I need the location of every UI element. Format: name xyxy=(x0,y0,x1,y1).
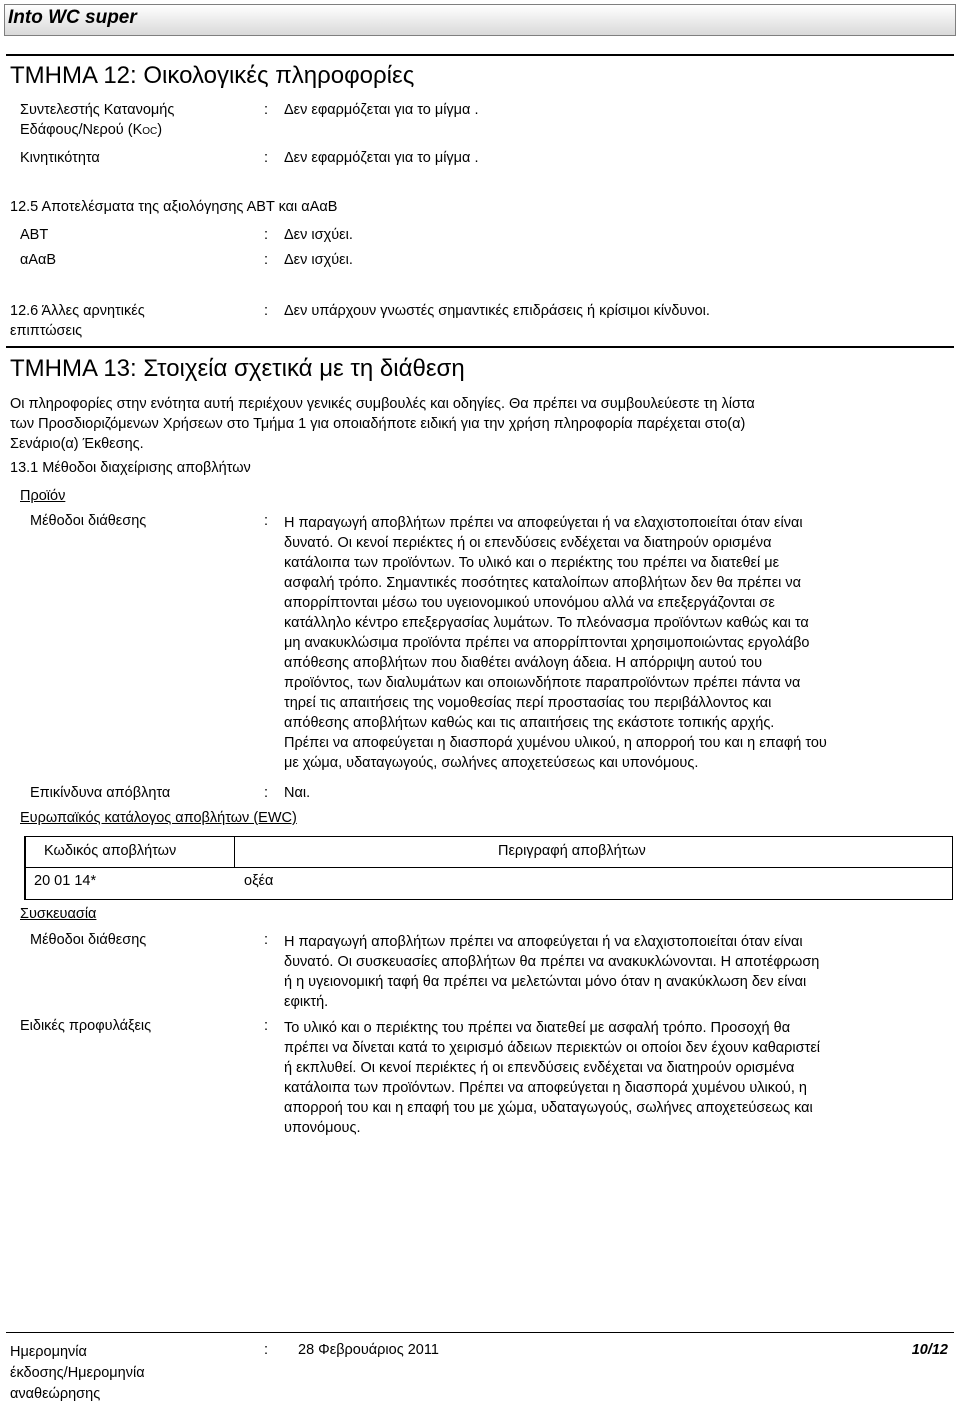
text-line: δυνατό. Οι κενοί περιέκτες ή οι επενδύσεις ενδέχεται να διατηρούν ορισμένα xyxy=(284,535,772,551)
text-line: με χώμα, υδαταγωγούς, σωλήνες αποχετεύσεως και υπονόμους. xyxy=(284,755,699,771)
text-line: απορροή του και η επαφή του με χώμα, υδαταγωγούς, σωλήνες αποχετεύσεως και xyxy=(284,1100,813,1116)
section-13-intro xyxy=(10,394,945,454)
text-line: ή η υγειονομική ταφή θα πρέπει να μελετώνται μόνο όταν η ανακύκλωση δεν είναι xyxy=(284,974,807,990)
intro-line: Οι πληροφορίες στην ενότητα αυτή περιέχουν γενικές συμβουλές και οδηγίες. Θα πρέπει να συμβουλεύεστε τη λίστα xyxy=(10,396,755,412)
packaging-disposal-value xyxy=(284,932,944,1012)
text-line: ή εκπλυθεί. Οι κενοί περιέκτες ή οι επενδύσεις ενδέχεται να διατηρούν ορισμένα xyxy=(284,1060,795,1076)
colon: : xyxy=(264,150,269,166)
product-disposal-label: Μέθοδοι διάθεσης xyxy=(30,513,147,529)
text-line: Πρέπει να αποφεύγεται η διασπορά χυμένου υλικού, η απορροή του και η επαφή του xyxy=(284,735,827,751)
colon: : xyxy=(264,513,269,529)
text-line: ασφαλή τρόπο. Σημαντικές ποσότητες καταλοίπων αποβλήτων δεν θα πρέπει να xyxy=(284,575,802,591)
footer-label-line: αναθεώρησης xyxy=(10,1386,101,1402)
table-header-code: Κωδικός αποβλήτων xyxy=(44,843,177,859)
text-line: Η παραγωγή αποβλήτων πρέπει να αποφεύγεται ή να ελαχιστοποιείται όταν είναι xyxy=(284,515,803,531)
product-title: Into WC super xyxy=(8,7,137,28)
other-effects-label-line1: 12.6 Άλλες αρνητικές xyxy=(10,303,145,319)
text-line: εφικτή. xyxy=(284,994,329,1010)
other-effects-value: Δεν υπάρχουν γνωστές σημαντικές επιδράσεις ή κρίσιμοι κίνδυνοι. xyxy=(284,303,710,319)
koc-value: Δεν εφαρμόζεται για το μίγμα . xyxy=(284,102,479,118)
colon: : xyxy=(264,1342,269,1358)
table-cell-description: οξέα xyxy=(244,873,274,889)
text-line: προϊόντος, των διαλυμάτων και οποιωνδήποτε παραπροϊόντων πρέπει πάντα να xyxy=(284,675,801,691)
text-line: τηρεί τις απαιτήσεις της νομοθεσίας περί προστασίας του περιβάλλοντος και xyxy=(284,695,772,711)
other-effects-label-line2: επιπτώσεις xyxy=(10,323,83,339)
text-line: κατάλοιπα των προϊόντων. Το υλικό και ο περιέκτης του πρέπει να διατεθεί με xyxy=(284,555,780,571)
text-line: απόθεσης αποβλήτων καθώς και τις απαιτήσεις της εκάστοτε τοπικής αρχής. xyxy=(284,715,775,731)
colon: : xyxy=(264,102,269,118)
ewc-table xyxy=(24,836,953,900)
special-precautions-label: Ειδικές προφυλάξεις xyxy=(20,1018,152,1034)
text-line: κατάλληλο κέντρο επεξεργασίας λυμάτων. Το πλεόνασμα προϊόντων καθώς και τα xyxy=(284,615,809,631)
text-line: Η παραγωγή αποβλήτων πρέπει να αποφεύγεται ή να ελαχιστοποιείται όταν είναι xyxy=(284,934,803,950)
intro-line: των Προσδιοριζόμενων Χρήσεων στο Τμήμα 1 για οποιαδήποτε ειδική για την χρήση πληροφορία παρέχεται στο(α) xyxy=(10,416,746,432)
mobility-value: Δεν εφαρμόζεται για το μίγμα . xyxy=(284,150,479,166)
pbt-label: ΑΒΤ xyxy=(20,227,49,243)
pbt-heading: 12.5 Αποτελέσματα της αξιολόγησης ΑΒΤ και αΑαΒ xyxy=(10,199,338,215)
text-line: Το υλικό και ο περιέκτης του πρέπει να διατεθεί με ασφαλή τρόπο. Προσοχή θα xyxy=(284,1020,791,1036)
text-line: κατάλοιπα των προϊόντων. Πρέπει να αποφεύγεται η διασπορά χυμένου υλικού, η xyxy=(284,1080,807,1096)
text-line: απόθεσης αποβλήτων που διαθέτει ανάλογη άδεια. Η απόρριψη αυτού του xyxy=(284,655,763,671)
text-line: απορρίπτονται μέσω του υγειονομικού υπονόμου αλλά να επεξεργάζονται σε xyxy=(284,595,775,611)
text-line: υπονόμους. xyxy=(284,1120,361,1136)
footer-date-value: 28 Φεβρουάριος 2011 xyxy=(298,1342,439,1358)
koc-label-line2: Εδάφους/Νερού (KOC) xyxy=(20,122,163,138)
hazardous-waste-label: Επικίνδυνα απόβλητα xyxy=(30,785,171,801)
koc-label-line1: Συντελεστής Κατανομής xyxy=(20,102,175,118)
colon: : xyxy=(264,785,269,801)
section-divider xyxy=(6,54,954,56)
colon: : xyxy=(264,227,269,243)
text-line: μη ανακυκλώσιμα προϊόντα πρέπει να απορρίπτονται χρησιμοποιώντας εργολάβο xyxy=(284,635,810,651)
product-heading: Προϊόν xyxy=(20,488,66,504)
colon: : xyxy=(264,303,269,319)
section-13-title: ΤΜΗΜΑ 13: Στοιχεία σχετικά με τη διάθεση xyxy=(10,355,465,382)
special-precautions-value xyxy=(284,1018,944,1138)
vpvb-label: αΑαΒ xyxy=(20,252,57,268)
packaging-disposal-label: Μέθοδοι διάθεσης xyxy=(30,932,147,948)
table-column-divider xyxy=(234,837,235,867)
footer-label-line: έκδοσης/Ημερομηνία xyxy=(10,1365,145,1381)
colon: : xyxy=(264,1018,269,1034)
footer-date-label xyxy=(10,1342,145,1405)
colon: : xyxy=(264,932,269,948)
page-number: 10/12 xyxy=(911,1342,948,1358)
vpvb-value: Δεν ισχύει. xyxy=(284,252,353,268)
table-cell-code: 20 01 14* xyxy=(34,873,97,889)
footer-divider xyxy=(6,1332,954,1333)
footer-label-line: Ημερομηνία xyxy=(10,1344,87,1360)
waste-methods-heading: 13.1 Μέθοδοι διαχείρισης αποβλήτων xyxy=(10,460,251,476)
text-line: πρέπει να δίνεται κατά το χειρισμό άδειων περιεκτών οι οποίοι δεν έχουν καθαριστεί xyxy=(284,1040,821,1056)
table-row-divider xyxy=(26,867,952,868)
text-line: δυνατό. Οι συσκευασίες αποβλήτων θα πρέπει να ανακυκλώνονται. Η αποτέφρωση xyxy=(284,954,820,970)
colon: : xyxy=(264,252,269,268)
intro-line: Σενάριο(α) Έκθεσης. xyxy=(10,436,144,452)
document-header-band xyxy=(4,4,956,36)
section-12-title: ΤΜΗΜΑ 12: Οικολογικές πληροφορίες xyxy=(10,62,415,89)
mobility-label: Κινητικότητα xyxy=(20,150,100,166)
ewc-heading: Ευρωπαϊκός κατάλογος αποβλήτων (EWC) xyxy=(20,810,297,826)
section-divider xyxy=(6,346,954,348)
packaging-heading: Συσκευασία xyxy=(20,906,97,922)
table-header-description: Περιγραφή αποβλήτων xyxy=(498,843,646,859)
hazardous-waste-value: Ναι. xyxy=(284,785,311,801)
product-disposal-value xyxy=(284,513,944,773)
pbt-value: Δεν ισχύει. xyxy=(284,227,353,243)
